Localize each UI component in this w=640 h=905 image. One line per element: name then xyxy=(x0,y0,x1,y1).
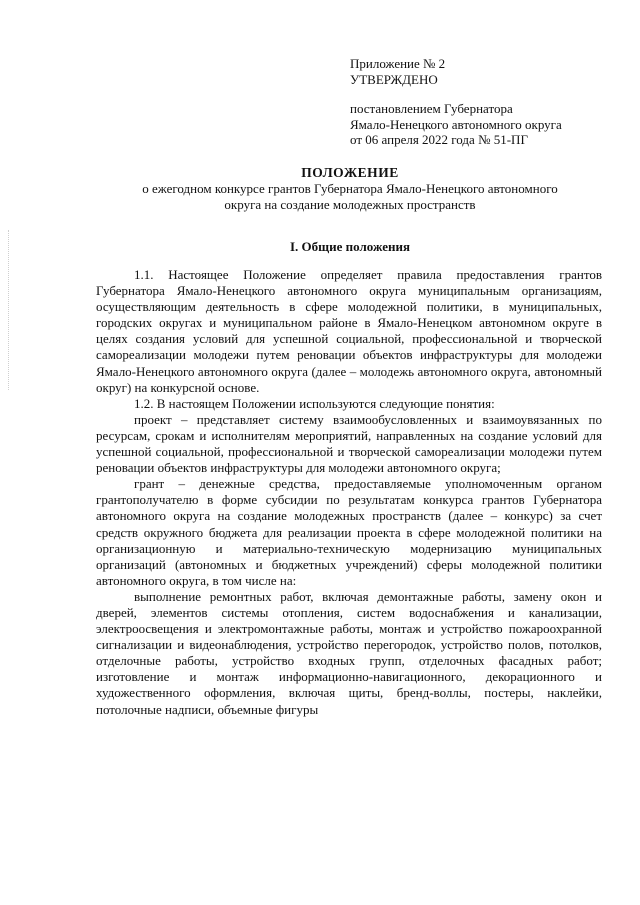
decree-date-line: от 06 апреля 2022 года № 51-ПГ xyxy=(350,132,528,147)
definition-project: проект – представляет систему взаимообусловленных и взаимоувязанных по ресурсам, срокам и исполнителям мероприятий, направленных на создание условий для успешной социальной, профессиональной и творческой самореализации молодежи путем реновации объектов инфраструктуры для молодежи автономного округа; xyxy=(96,411,602,476)
definition-grant: грант – денежные средства, предоставляемые уполномоченным органом грантополучателю в форме субсидии по результатам конкурса грантов Губернатора автономного округа на создание молодежных пространств (далее – конкурс) за счет средств окружного бюджета для реализации проекта в сфере молодежной политики на организационную и материально-техническую модернизацию муниципальных организаций (автономных и бюджетных учреждений) сферы молодежной политики автономного округа, в том числе на: xyxy=(96,476,602,588)
approval-stamp-block xyxy=(350,56,630,148)
appendix-number: Приложение № 2 xyxy=(350,56,446,71)
section-heading: I. Общие положения xyxy=(290,239,410,254)
subtitle-line: о ежегодном конкурсе грантов Губернатора Ямало-Ненецкого автономного xyxy=(142,181,558,196)
document-title-block xyxy=(80,165,620,212)
document-title: ПОЛОЖЕНИЕ xyxy=(301,165,399,180)
paragraph-1-2: 1.2. В настоящем Положении используются следующие понятия: xyxy=(134,395,495,411)
document-body xyxy=(96,267,602,718)
approved-label: УТВЕРЖДЕНО xyxy=(350,71,438,87)
document-subtitle xyxy=(80,181,620,212)
scan-margin-marks xyxy=(8,230,11,390)
paragraph-1-1: 1.1. Настоящее Положение определяет правила предоставления грантов Губернатора Ямало-Ненецкого автономного округа муниципальным организациям, осуществляющим деятельность в сфере молодежной политики, в муниципальных, городских округах и муниципальном районе в Ямало-Ненецком автономном округе в целях создания условий для успешной социальной, профессиональной и творческой самореализации молодежи путем реновации объектов инфраструктуры для молодежи Ямало-Ненецкого автономного округа (далее – молодежь автономного округа, автономный округ) на конкурсной основе. xyxy=(96,267,602,395)
repair-works-item: выполнение ремонтных работ, включая демонтажные работы, замену окон и дверей, элементов системы отопления, систем водоснабжения и канализации, электроосвещения и электромонтажные работы, монтаж и устройство пожароохранной сигнализации и видеонаблюдения, устройство перегородок, устройство полов, потолков, отделочные работы, устройство входных групп, отделочных фасадных работ; изготовление и монтаж информационно-навигационного, декорационного и художественного оформления, включая щиты, бренд-воллы, постеры, наклейки, потолочные надписи, объемные фигуры xyxy=(96,588,602,717)
subtitle-line: округа на создание молодежных пространств xyxy=(224,196,476,212)
region-line: Ямало-Ненецкого автономного округа xyxy=(350,116,562,132)
decree-line: постановлением Губернатора xyxy=(350,101,513,116)
